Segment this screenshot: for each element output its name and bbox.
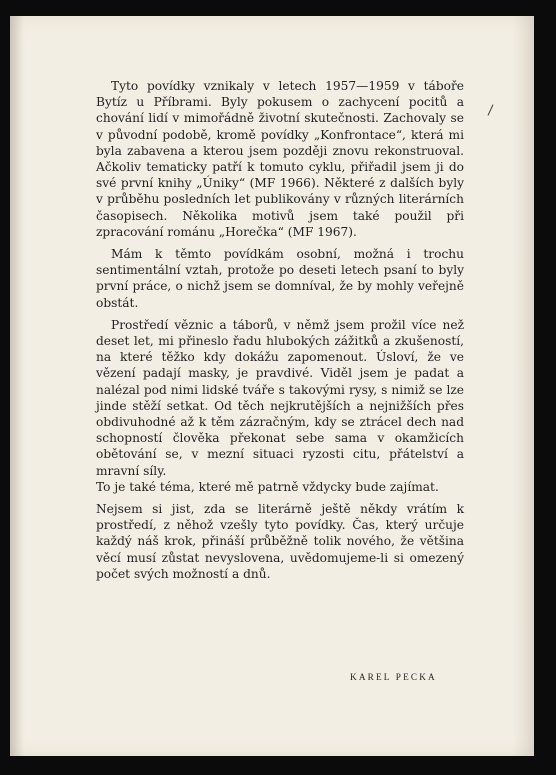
- paragraph-4: To je také téma, které mě patrně vždycky bude zajímat.: [96, 479, 439, 494]
- pen-mark: [488, 104, 494, 115]
- paragraph-1: Tyto povídky vznikaly v letech 1957—1959 v táboře Bytíz u Příbrami. Byly pokusem o zachycení pocitů a chování lidí v mimořádně životní skutečnosti. Zachovaly se v původní podobě, kromě povídky „Konfrontace“, která mi byla zabavena a kterou jsem později znovu rekonstruoval. Ačkoliv tematicky patří k tomuto cyklu, přiřadil jsem ji do své první knihy „Úniky“ (MF 1966). Některé z dalších byly v průběhu posledních let publikovány v různých literárních časopisech. Několika motivů jsem také použil při zpracování románu „Horečka“ (MF 1967).: [96, 79, 464, 239]
- author-signature: KAREL PECKA: [350, 672, 437, 682]
- page-edge: [512, 16, 534, 756]
- afterword-text: [96, 78, 464, 582]
- spine-shadow: [10, 16, 24, 756]
- paragraph-5: Nejsem si jist, zda se literárně ještě někdy vrátím k prostředí, z něhož vzešly tyto povídky. Čas, který určuje každý náš krok, přináší průběžně tolik nového, že většina věcí musí zůstat nevyslovena, uvědomujeme-li si omezený počet svých možností a dnů.: [96, 502, 464, 581]
- paragraph-2: Mám k těmto povídkám osobní, možná i trochu sentimentální vztah, protože po deseti letech psaní to byly první práce, o nichž jsem se domníval, že by mohly veřejně obstát.: [96, 247, 464, 310]
- paragraph-3: Prostředí věznic a táborů, v němž jsem prožil více než deset let, mi přineslo řadu hlubokých zážitků a zkušeností, na které těžko kdy dokážu zapomenout. Úsloví, že ve vězení padají masky, je pravdivé. Viděl jsem je padat a nalézal pod nimi lidské tváře s takovými rysy, s nimiž se lze jinde stěží setkat. Od těch nejkrutějších a nejnižších přes obdivuhodné až k těm zázračným, kdy se ztrácel dech nad schopností člověka překonat sebe sama v okamžicích obětování se, v mezní situaci ryzosti citu, přátelství a mravní síly.: [96, 317, 464, 478]
